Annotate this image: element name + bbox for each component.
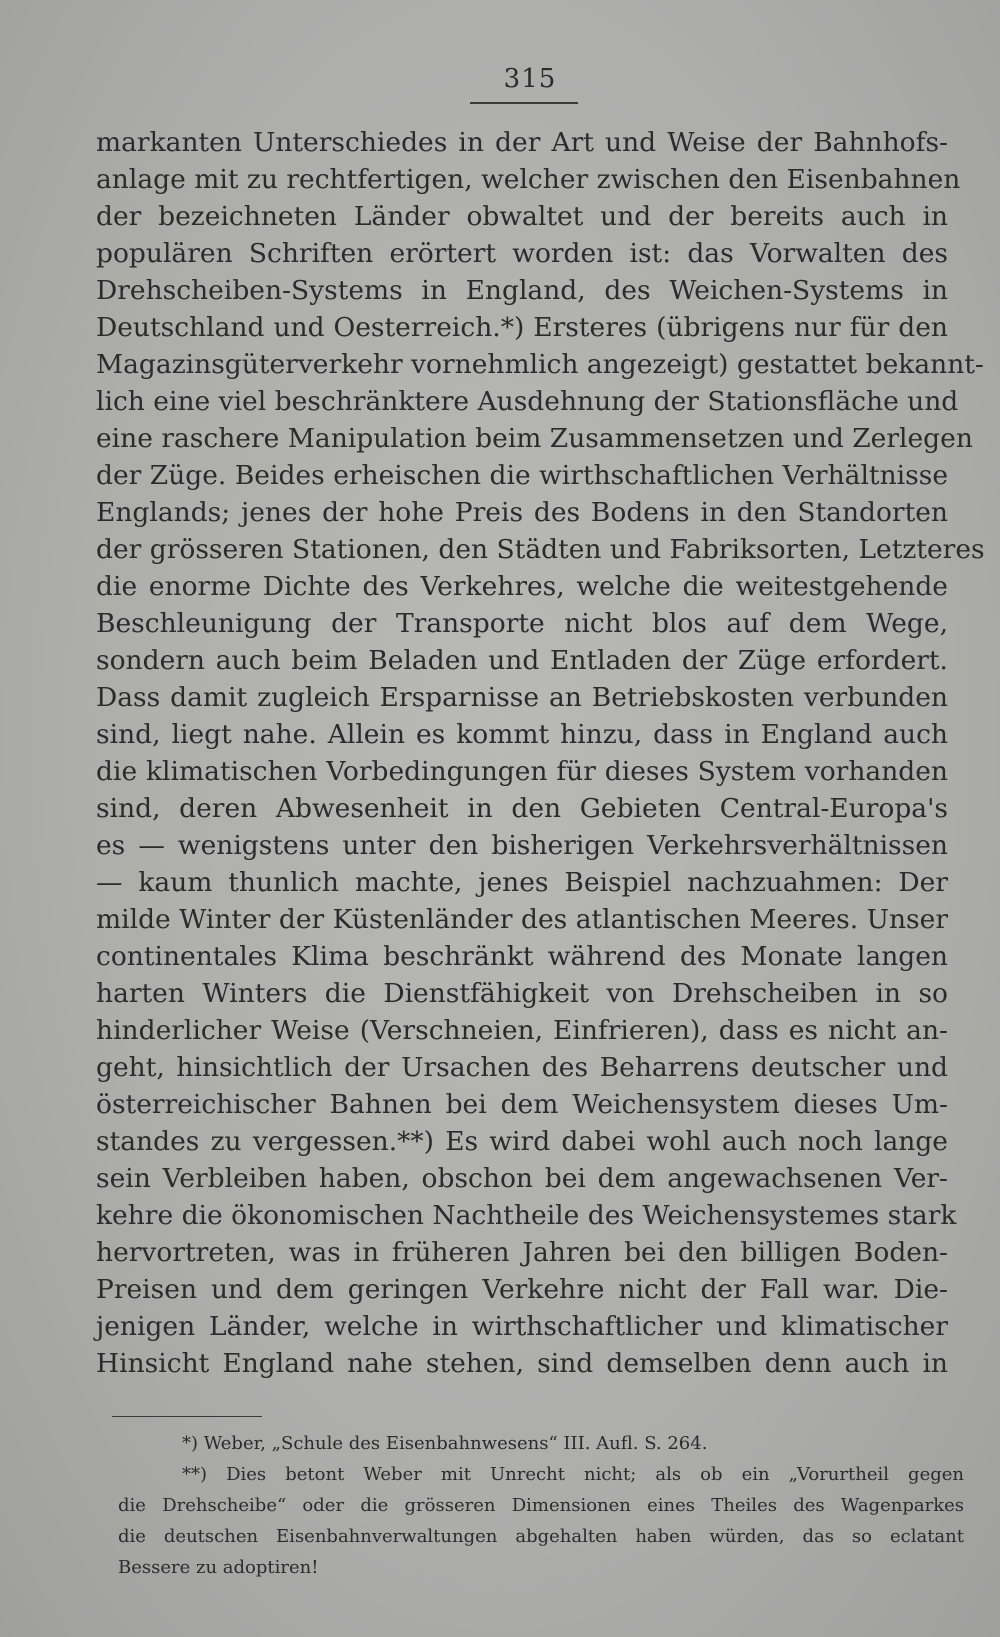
body-line: hinderlicher Weise (Verschneien, Einfrieren), dass es nicht an-	[96, 1015, 948, 1046]
body-line: Preisen und dem geringen Verkehre nicht der Fall war. Die-	[96, 1274, 948, 1305]
body-line: sondern auch beim Beladen und Entladen der Züge erfordert.	[96, 645, 948, 676]
body-line: die enorme Dichte des Verkehres, welche die weitestgehende	[96, 571, 948, 602]
footnotes	[118, 1428, 964, 1583]
body-line: harten Winters die Dienstfähigkeit von Drehscheiben in so	[96, 978, 948, 1009]
body-line: eine raschere Manipulation beim Zusammensetzen und Zerlegen	[96, 423, 973, 454]
body-line: sein Verbleiben haben, obschon bei dem angewachsenen Ver-	[96, 1163, 948, 1194]
body-line: Hinsicht England nahe stehen, sind demselben denn auch in	[96, 1348, 948, 1379]
body-line: jenigen Länder, welche in wirthschaftlicher und klimatischer	[96, 1311, 948, 1342]
body-line: sind, deren Abwesenheit in den Gebieten Central-Europa's	[96, 793, 948, 824]
footnote: *) Weber, „Schule des Eisenbahnwesens“ III. Aufl. S. 264.	[182, 1433, 708, 1454]
body-line: Deutschland und Oesterreich.*) Ersteres (übrigens nur für den	[96, 312, 948, 343]
page-number-rule	[470, 102, 578, 104]
body-line: hervortreten, was in früheren Jahren bei den billigen Boden-	[96, 1237, 948, 1268]
body-line: Magazinsgüterverkehr vornehmlich angezeigt) gestattet bekannt-	[96, 349, 984, 380]
body-line: standes zu vergessen.**) Es wird dabei wohl auch noch lange	[96, 1126, 948, 1157]
body-line: anlage mit zu rechtfertigen, welcher zwischen den Eisenbahnen	[96, 164, 961, 195]
body-line: österreichischer Bahnen bei dem Weichensystem dieses Um-	[96, 1089, 948, 1120]
footnote-rule	[112, 1416, 262, 1417]
body-line: milde Winter der Küstenländer des atlantischen Meeres. Unser	[96, 904, 948, 935]
body-line: Beschleunigung der Transporte nicht blos auf dem Wege,	[96, 608, 948, 639]
footnote-continuation: die deutschen Eisenbahnverwaltungen abgehalten haben würden, das so eclatant	[118, 1526, 964, 1547]
body-line: Drehscheiben-Systems in England, des Weichen-Systems in	[96, 275, 948, 306]
body-line: kehre die ökonomischen Nachtheile des Weichensystemes stark	[96, 1200, 957, 1231]
body-line: sind, liegt nahe. Allein es kommt hinzu, dass in England auch	[96, 719, 948, 750]
body-line: — kaum thunlich machte, jenes Beispiel nachzuahmen: Der	[96, 867, 948, 898]
body-line: der bezeichneten Länder obwaltet und der bereits auch in	[96, 201, 948, 232]
body-line: continentales Klima beschränkt während des Monate langen	[96, 941, 948, 972]
body-line: es — wenigstens unter den bisherigen Verkehrsverhältnissen	[96, 830, 948, 861]
body-line: der grösseren Stationen, den Städten und Fabriksorten, Letzteres	[96, 534, 985, 565]
body-line: die klimatischen Vorbedingungen für dieses System vorhanden	[96, 756, 948, 787]
body-line: der Züge. Beides erheischen die wirthschaftlichen Verhältnisse	[96, 460, 948, 491]
body-line: markanten Unterschiedes in der Art und Weise der Bahnhofs-	[96, 127, 948, 158]
page-number: 315	[503, 64, 557, 94]
footnote: **) Dies betont Weber mit Unrecht nicht; als ob ein „Vorurtheil gegen	[182, 1464, 964, 1485]
body-line: Dass damit zugleich Ersparnisse an Betriebskosten verbunden	[96, 682, 948, 713]
body-line: Englands; jenes der hohe Preis des Bodens in den Standorten	[96, 497, 948, 528]
body-line: lich eine viel beschränktere Ausdehnung der Stationsfläche und	[96, 386, 959, 417]
body-line: geht, hinsichtlich der Ursachen des Beharrens deutscher und	[96, 1052, 948, 1083]
body-text	[96, 124, 985, 1382]
footnote-continuation: Bessere zu adoptiren!	[118, 1557, 319, 1578]
footnote-continuation: die Drehscheibe“ oder die grösseren Dimensionen eines Theiles des Wagenparkes	[118, 1495, 964, 1516]
body-line: populären Schriften erörtert worden ist: das Vorwalten des	[96, 238, 948, 269]
